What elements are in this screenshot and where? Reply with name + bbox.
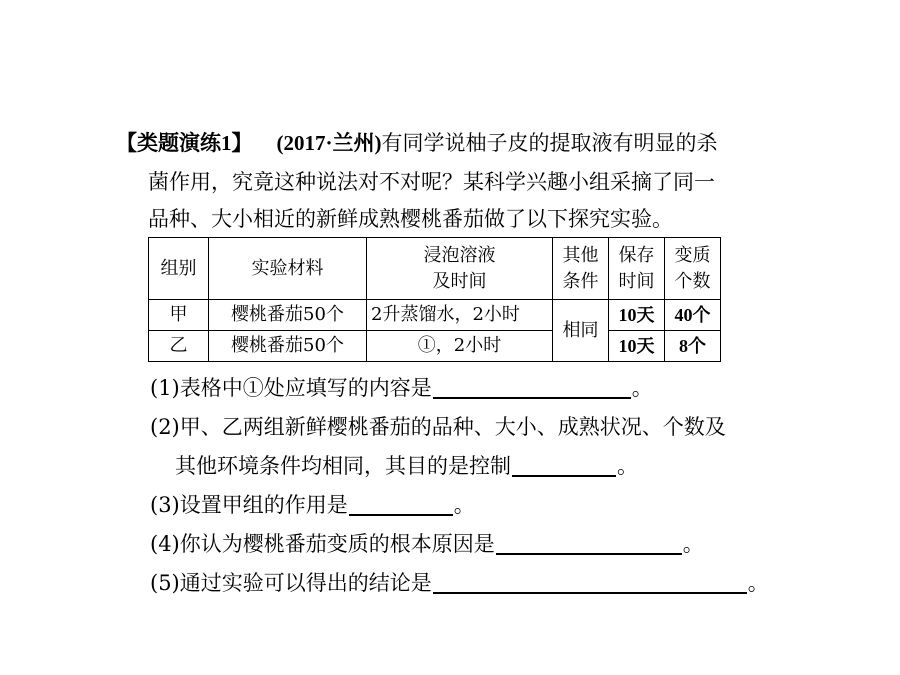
answer-blank-2[interactable] xyxy=(512,453,616,477)
problem-intro-line-2: 菌作用，究竟这种说法对不对呢？某科学兴趣小组采摘了同一 xyxy=(148,170,715,194)
row-other-conditions: 相同 xyxy=(553,300,609,362)
header-storage-time: 保存 时间 xyxy=(609,238,665,300)
question-1-text: (1)表格中①处应填写的内容是 xyxy=(150,376,432,400)
answer-blank-1[interactable] xyxy=(433,375,631,399)
header-other-conditions: 其他 条件 xyxy=(553,238,609,300)
row-storage-time: 10天 xyxy=(609,300,665,331)
answer-blank-3[interactable] xyxy=(349,492,453,516)
header-group: 组别 xyxy=(149,238,209,300)
row-group: 乙 xyxy=(149,331,209,362)
row-spoiled-count: 8个 xyxy=(665,331,721,362)
end-mark: 。 xyxy=(747,571,769,595)
row-solution: 2升蒸馏水，2小时 xyxy=(367,300,553,331)
end-mark: 。 xyxy=(453,493,475,517)
question-5-text: (5)通过实验可以得出的结论是 xyxy=(150,571,432,595)
problem-intro-line-3: 品种、大小相近的新鲜成熟樱桃番茄做了以下探究实验。 xyxy=(148,207,673,231)
end-mark: 。 xyxy=(617,454,638,478)
row-group: 甲 xyxy=(149,300,209,331)
end-mark: 。 xyxy=(682,532,704,556)
question-4 xyxy=(150,529,704,559)
problem-source: (2017·兰州) xyxy=(276,131,382,155)
end-mark: 。 xyxy=(631,376,653,400)
table-row xyxy=(149,331,721,362)
problem-tag: 【类题演练1】 xyxy=(116,131,253,155)
header-spoiled-count: 变质 个数 xyxy=(665,238,721,300)
question-2-text: 其他环境条件均相同，其目的是控制 xyxy=(175,454,511,478)
answer-blank-5[interactable] xyxy=(433,570,747,594)
table-header-row xyxy=(149,238,721,300)
table-row xyxy=(149,300,721,331)
question-3 xyxy=(150,490,475,520)
row-solution: ①，2小时 xyxy=(367,331,553,362)
answer-blank-4[interactable] xyxy=(496,531,682,555)
intro-text-1: 有同学说柚子皮的提取液有明显的杀 xyxy=(381,131,718,155)
question-2-line-1: (2)甲、乙两组新鲜樱桃番茄的品种、大小、成熟状况、个数及 xyxy=(150,415,726,439)
question-2-line-2 xyxy=(175,451,638,481)
header-solution: 浸泡溶液 及时间 xyxy=(367,238,553,300)
row-storage-time: 10天 xyxy=(609,331,665,362)
row-material: 樱桃番茄50个 xyxy=(209,331,367,362)
problem-intro-line-1 xyxy=(116,128,718,158)
row-spoiled-count: 40个 xyxy=(665,300,721,331)
question-3-text: (3)设置甲组的作用是 xyxy=(150,493,348,517)
header-material: 实验材料 xyxy=(209,238,367,300)
experiment-table xyxy=(148,237,721,362)
row-material: 樱桃番茄50个 xyxy=(209,300,367,331)
question-5 xyxy=(150,568,769,598)
question-1 xyxy=(150,373,653,403)
question-4-text: (4)你认为樱桃番茄变质的根本原因是 xyxy=(150,532,495,556)
